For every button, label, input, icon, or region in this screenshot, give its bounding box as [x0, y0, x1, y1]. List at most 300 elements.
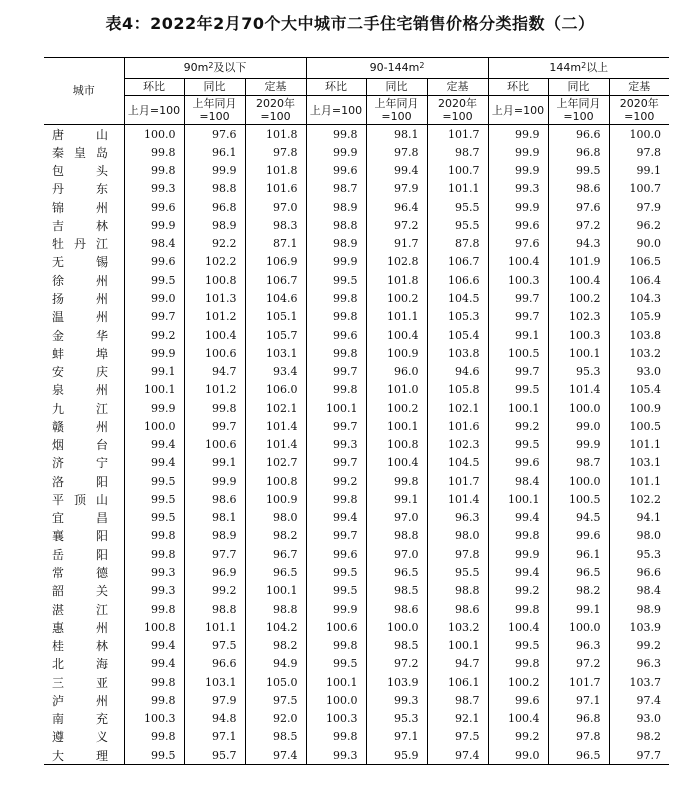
subheader-cell: 环比 [306, 79, 366, 96]
base-header-line: 上月=100 [309, 103, 363, 117]
index-value: 100.8 [124, 618, 184, 636]
index-value: 100.7 [609, 180, 669, 198]
index-value: 94.8 [184, 710, 245, 728]
index-value: 99.0 [548, 417, 609, 435]
index-value: 95.3 [548, 362, 609, 380]
index-value: 99.8 [124, 728, 184, 746]
index-value: 100.0 [548, 472, 609, 490]
index-value: 97.9 [366, 180, 427, 198]
index-value: 90.0 [609, 235, 669, 253]
index-value: 101.2 [184, 308, 245, 326]
base-header-line: 上年同月 [192, 97, 237, 110]
index-value: 99.9 [488, 198, 548, 216]
index-value: 99.2 [488, 582, 548, 600]
index-value: 99.4 [488, 563, 548, 581]
table-row [44, 271, 669, 289]
index-value: 105.3 [427, 308, 488, 326]
index-value: 99.1 [366, 490, 427, 508]
index-value: 96.2 [609, 216, 669, 234]
subheader-cell: 环比 [488, 79, 548, 96]
index-value: 94.5 [548, 509, 609, 527]
index-value: 106.7 [427, 253, 488, 271]
index-value: 102.1 [427, 399, 488, 417]
base-header-cell [184, 96, 245, 125]
index-value: 99.8 [306, 289, 366, 307]
index-value: 98.9 [306, 198, 366, 216]
index-value: 100.9 [609, 399, 669, 417]
table-row [44, 636, 669, 654]
index-value: 100.6 [184, 344, 245, 362]
index-value: 98.5 [245, 728, 306, 746]
index-value: 99.6 [488, 691, 548, 709]
index-value: 99.7 [306, 362, 366, 380]
table-row [44, 162, 669, 180]
table-row [44, 362, 669, 380]
index-value: 98.0 [427, 527, 488, 545]
city-name: 济宁 [52, 456, 108, 471]
index-value: 97.7 [609, 746, 669, 765]
index-value: 98.4 [488, 472, 548, 490]
base-header-line: =100 [260, 110, 291, 123]
index-value: 96.5 [245, 563, 306, 581]
index-value: 99.8 [366, 472, 427, 490]
index-value: 100.1 [306, 673, 366, 691]
index-value: 100.3 [488, 271, 548, 289]
index-value: 103.7 [609, 673, 669, 691]
index-value: 98.1 [184, 509, 245, 527]
index-value: 92.1 [427, 710, 488, 728]
index-value: 99.3 [124, 563, 184, 581]
index-value: 98.9 [184, 527, 245, 545]
table-row [44, 582, 669, 600]
index-value: 101.3 [184, 289, 245, 307]
subheader-cell: 同比 [366, 79, 427, 96]
index-value: 101.6 [245, 180, 306, 198]
index-value: 100.1 [548, 344, 609, 362]
index-value: 101.4 [245, 417, 306, 435]
index-value: 99.1 [184, 454, 245, 472]
index-value: 101.4 [245, 436, 306, 454]
index-value: 99.4 [488, 509, 548, 527]
index-value: 105.0 [245, 673, 306, 691]
index-value: 99.2 [184, 582, 245, 600]
index-value: 97.2 [548, 216, 609, 234]
index-value: 99.3 [306, 746, 366, 765]
index-value: 100.9 [366, 344, 427, 362]
index-value: 99.1 [548, 600, 609, 618]
index-value: 96.3 [609, 655, 669, 673]
table-row [44, 472, 669, 490]
index-value: 96.5 [548, 746, 609, 765]
table-row [44, 545, 669, 563]
index-value: 97.5 [427, 728, 488, 746]
base-header-line: 上年同月 [556, 97, 601, 110]
subheader-cell: 定基 [609, 79, 669, 96]
index-value: 99.8 [124, 691, 184, 709]
index-value: 106.9 [245, 253, 306, 271]
index-value: 87.8 [427, 235, 488, 253]
base-header-line: 上年同月 [374, 97, 419, 110]
index-value: 98.1 [366, 125, 427, 144]
index-value: 103.9 [366, 673, 427, 691]
index-value: 95.3 [609, 545, 669, 563]
index-value: 100.2 [366, 399, 427, 417]
index-value: 99.9 [488, 545, 548, 563]
index-value: 96.8 [548, 143, 609, 161]
index-value: 99.6 [488, 454, 548, 472]
index-value: 99.9 [488, 125, 548, 144]
index-value: 100.0 [124, 417, 184, 435]
index-value: 100.6 [184, 436, 245, 454]
base-header-cell [609, 96, 669, 125]
city-name: 北海 [52, 657, 108, 672]
index-value: 98.9 [184, 216, 245, 234]
city-name: 常德 [52, 566, 108, 580]
index-value: 94.7 [184, 362, 245, 380]
index-value: 96.7 [245, 545, 306, 563]
subheader-cell: 同比 [184, 79, 245, 96]
index-value: 100.8 [245, 472, 306, 490]
index-value: 100.1 [427, 636, 488, 654]
index-value: 96.9 [184, 563, 245, 581]
table-row [44, 454, 669, 472]
index-value: 100.4 [184, 326, 245, 344]
index-value: 101.4 [427, 490, 488, 508]
index-value: 97.4 [245, 746, 306, 765]
index-value: 100.2 [366, 289, 427, 307]
index-value: 101.1 [609, 436, 669, 454]
index-value: 102.1 [245, 399, 306, 417]
index-value: 99.8 [488, 600, 548, 618]
index-value: 99.8 [124, 545, 184, 563]
index-value: 98.8 [245, 600, 306, 618]
index-value: 101.6 [427, 417, 488, 435]
index-value: 99.3 [488, 180, 548, 198]
index-value: 97.6 [184, 125, 245, 144]
index-value: 96.6 [184, 655, 245, 673]
index-value: 99.9 [124, 216, 184, 234]
index-value: 93.0 [609, 362, 669, 380]
base-header-line: =100 [624, 110, 655, 123]
index-value: 99.7 [306, 417, 366, 435]
index-value: 100.1 [488, 399, 548, 417]
index-value: 99.4 [366, 162, 427, 180]
index-value: 101.9 [548, 253, 609, 271]
base-header-cell [366, 96, 427, 125]
index-value: 105.1 [245, 308, 306, 326]
index-value: 98.4 [609, 582, 669, 600]
index-value: 97.5 [245, 691, 306, 709]
index-value: 100.4 [366, 326, 427, 344]
city-name: 洛阳 [52, 474, 108, 489]
index-value: 98.4 [124, 235, 184, 253]
index-value: 100.8 [366, 436, 427, 454]
base-header-line: 2020年 [256, 97, 295, 110]
index-value: 101.8 [366, 271, 427, 289]
index-value: 96.0 [366, 362, 427, 380]
index-value: 100.4 [488, 710, 548, 728]
table-row [44, 509, 669, 527]
index-value: 101.1 [366, 308, 427, 326]
index-value: 99.9 [124, 344, 184, 362]
index-value: 106.6 [427, 271, 488, 289]
index-value: 99.5 [124, 490, 184, 508]
index-value: 87.1 [245, 235, 306, 253]
table-row [44, 728, 669, 746]
index-value: 102.7 [245, 454, 306, 472]
index-value: 100.2 [488, 673, 548, 691]
index-value: 96.3 [427, 509, 488, 527]
city-name: 金华 [52, 328, 108, 343]
index-value: 94.6 [427, 362, 488, 380]
city-name: 大理 [44, 746, 124, 765]
index-value: 106.7 [245, 271, 306, 289]
index-value: 99.5 [488, 381, 548, 399]
index-value: 97.4 [609, 691, 669, 709]
base-header-line: 上月=100 [491, 103, 545, 117]
index-value: 102.2 [609, 490, 669, 508]
index-value: 99.6 [124, 253, 184, 271]
index-value: 104.5 [427, 454, 488, 472]
index-value: 99.4 [124, 655, 184, 673]
index-value: 100.0 [548, 618, 609, 636]
base-header-cell [548, 96, 609, 125]
subheader-cell: 定基 [245, 79, 306, 96]
base-header-cell [488, 96, 548, 125]
city-name: 烟台 [52, 438, 108, 453]
index-value: 99.8 [184, 399, 245, 417]
index-value: 96.3 [548, 636, 609, 654]
city-name: 平顶山 [52, 492, 108, 507]
index-value: 99.8 [124, 162, 184, 180]
index-value: 99.7 [306, 527, 366, 545]
index-value: 97.8 [366, 143, 427, 161]
index-value: 101.7 [427, 472, 488, 490]
group-header-90-below: $90m^2$及以下 [124, 58, 306, 79]
index-value: 97.7 [184, 545, 245, 563]
index-value: 99.3 [124, 582, 184, 600]
index-value: 99.7 [488, 289, 548, 307]
base-header-line: =100 [381, 110, 412, 123]
city-name: 襄阳 [52, 529, 108, 544]
index-value: 101.8 [245, 162, 306, 180]
table-row [44, 381, 669, 399]
index-value: 97.1 [366, 728, 427, 746]
table-row [44, 326, 669, 344]
index-value: 101.7 [427, 125, 488, 144]
index-value: 99.4 [124, 636, 184, 654]
index-value: 97.0 [366, 509, 427, 527]
index-value: 99.9 [124, 399, 184, 417]
city-name: 无锡 [52, 255, 108, 270]
index-value: 104.6 [245, 289, 306, 307]
index-value: 99.5 [124, 746, 184, 765]
city-name: 南充 [52, 712, 108, 727]
base-header-cell [306, 96, 366, 125]
index-value: 98.0 [609, 527, 669, 545]
table-row [44, 655, 669, 673]
index-value: 100.5 [548, 490, 609, 508]
table-row [44, 600, 669, 618]
index-value: 96.1 [184, 143, 245, 161]
index-value: 97.5 [184, 636, 245, 654]
index-value: 99.8 [124, 143, 184, 161]
base-header-cell [427, 96, 488, 125]
index-value: 99.7 [124, 308, 184, 326]
index-value: 99.5 [488, 436, 548, 454]
index-value: 105.7 [245, 326, 306, 344]
index-value: 99.3 [366, 691, 427, 709]
index-value: 100.0 [306, 691, 366, 709]
index-value: 100.0 [366, 618, 427, 636]
group-header-90-144: $90-144m^2$ [306, 58, 488, 79]
index-value: 96.1 [548, 545, 609, 563]
index-value: 101.7 [548, 673, 609, 691]
index-value: 100.3 [306, 710, 366, 728]
index-value: 100.3 [124, 710, 184, 728]
index-value: 95.7 [184, 746, 245, 765]
index-value: 102.8 [366, 253, 427, 271]
index-value: 99.5 [306, 271, 366, 289]
index-value: 92.0 [245, 710, 306, 728]
index-value: 98.9 [306, 235, 366, 253]
table-row [44, 143, 669, 161]
index-value: 99.8 [306, 490, 366, 508]
index-value: 100.1 [245, 582, 306, 600]
table-row [44, 344, 669, 362]
price-index-table [44, 57, 669, 765]
index-value: 96.4 [366, 198, 427, 216]
index-value: 99.9 [488, 143, 548, 161]
table-row [44, 417, 669, 435]
city-column-header: 城市 [44, 58, 124, 125]
index-value: 98.6 [548, 180, 609, 198]
index-value: 100.4 [366, 454, 427, 472]
city-name: 岳阳 [52, 547, 108, 562]
city-name: 包头 [52, 164, 108, 179]
index-value: 99.5 [306, 582, 366, 600]
city-name: 泸州 [52, 693, 108, 708]
city-name: 蚌埠 [52, 346, 108, 361]
index-value: 99.8 [306, 636, 366, 654]
city-name: 宜昌 [52, 511, 108, 526]
index-value: 99.0 [124, 289, 184, 307]
index-value: 99.6 [306, 162, 366, 180]
table-row [44, 691, 669, 709]
index-value: 96.5 [548, 563, 609, 581]
index-value: 98.5 [366, 636, 427, 654]
index-value: 99.4 [124, 454, 184, 472]
table-row [44, 436, 669, 454]
index-value: 105.9 [609, 308, 669, 326]
index-value: 98.2 [609, 728, 669, 746]
index-value: 97.0 [245, 198, 306, 216]
index-value: 92.2 [184, 235, 245, 253]
index-value: 98.9 [609, 600, 669, 618]
base-header-line: 上月=100 [127, 103, 181, 117]
index-value: 103.8 [427, 344, 488, 362]
index-value: 94.7 [427, 655, 488, 673]
table-row [44, 710, 669, 728]
group-header-144-above: $144m^2$以上 [488, 58, 669, 79]
index-value: 97.9 [609, 198, 669, 216]
index-value: 103.9 [609, 618, 669, 636]
city-name: 赣州 [52, 419, 108, 434]
index-value: 98.6 [184, 490, 245, 508]
index-value: 99.8 [306, 728, 366, 746]
index-value: 100.8 [184, 271, 245, 289]
index-value: 94.3 [548, 235, 609, 253]
table-row [44, 673, 669, 691]
index-value: 99.7 [306, 454, 366, 472]
city-name: 扬州 [52, 292, 108, 307]
city-name: 温州 [52, 310, 108, 325]
index-value: 98.7 [306, 180, 366, 198]
index-value: 100.4 [548, 271, 609, 289]
city-name: 泉州 [52, 383, 108, 398]
index-value: 97.4 [427, 746, 488, 765]
index-value: 93.4 [245, 362, 306, 380]
index-value: 99.8 [306, 125, 366, 144]
index-value: 95.9 [366, 746, 427, 765]
index-value: 103.1 [245, 344, 306, 362]
index-value: 104.2 [245, 618, 306, 636]
index-value: 97.6 [488, 235, 548, 253]
base-header-line: =100 [199, 110, 230, 123]
table-row [44, 308, 669, 326]
index-value: 103.2 [427, 618, 488, 636]
index-value: 94.9 [245, 655, 306, 673]
index-value: 95.5 [427, 216, 488, 234]
index-value: 99.5 [306, 655, 366, 673]
index-value: 99.8 [124, 600, 184, 618]
index-value: 99.1 [609, 162, 669, 180]
city-name: 遵义 [52, 730, 108, 745]
index-value: 101.1 [184, 618, 245, 636]
index-value: 99.1 [124, 362, 184, 380]
city-name: 安庆 [52, 365, 108, 380]
index-value: 99.8 [306, 344, 366, 362]
index-value: 102.2 [184, 253, 245, 271]
index-value: 97.9 [184, 691, 245, 709]
index-value: 100.1 [306, 399, 366, 417]
index-value: 102.3 [427, 436, 488, 454]
index-value: 97.8 [427, 545, 488, 563]
index-value: 97.8 [609, 143, 669, 161]
index-value: 106.0 [245, 381, 306, 399]
index-value: 101.8 [245, 125, 306, 144]
city-name: 唐山 [52, 127, 108, 142]
index-value: 106.5 [609, 253, 669, 271]
index-value: 100.1 [488, 490, 548, 508]
table-row [44, 216, 669, 234]
city-name: 秦皇岛 [52, 145, 108, 160]
index-value: 101.1 [609, 472, 669, 490]
index-value: 99.2 [488, 417, 548, 435]
city-name: 牡丹江 [52, 237, 108, 252]
index-value: 100.4 [488, 253, 548, 271]
index-value: 93.0 [609, 710, 669, 728]
index-value: 98.2 [245, 636, 306, 654]
index-value: 99.3 [124, 180, 184, 198]
index-value: 97.1 [548, 691, 609, 709]
index-value: 97.8 [245, 143, 306, 161]
index-value: 99.2 [488, 728, 548, 746]
index-value: 95.5 [427, 563, 488, 581]
subheader-cell: 环比 [124, 79, 184, 96]
index-value: 96.8 [184, 198, 245, 216]
index-value: 95.5 [427, 198, 488, 216]
